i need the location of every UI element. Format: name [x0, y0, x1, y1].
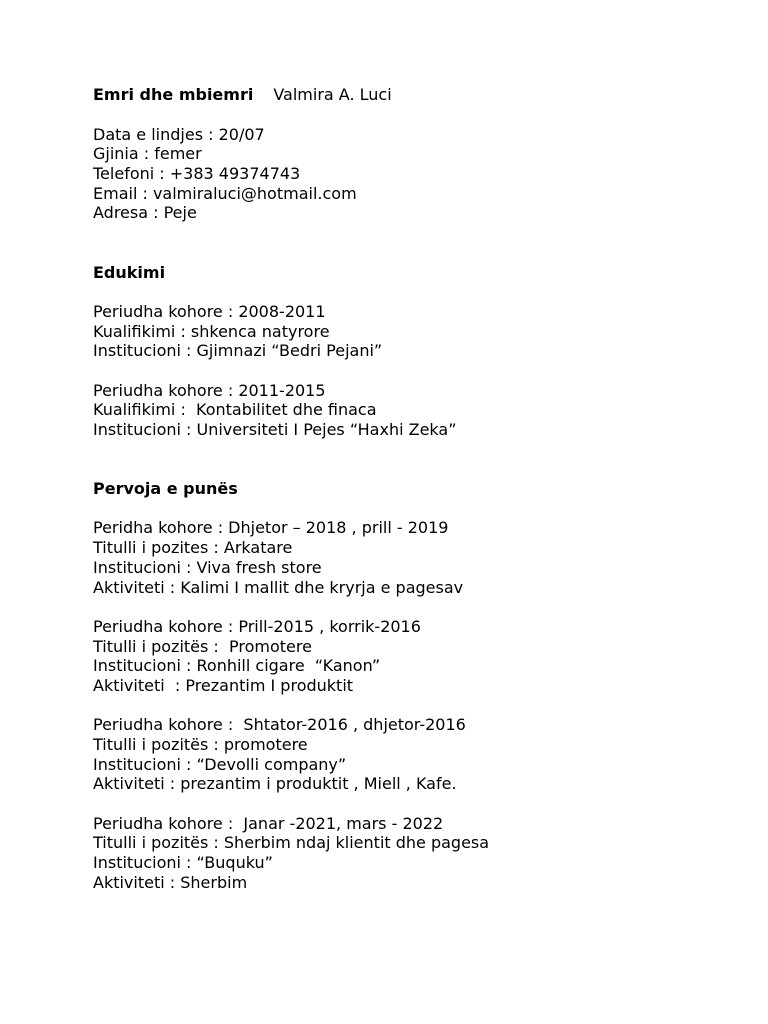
- experience-title: Titulli i pozitës : Promotere: [93, 636, 312, 656]
- email: Email : valmiraluci@hotmail.com: [93, 183, 357, 203]
- education-entry: [93, 302, 733, 361]
- experience-institution: Institucioni : “Buquku”: [93, 853, 273, 873]
- education-qualification: Kualifikimi : shkenca natyrore: [93, 321, 330, 341]
- spacer: [93, 282, 733, 302]
- name-label: Emri dhe mbiemri: [93, 85, 254, 104]
- education-period: Periudha kohore : 2008-2011: [93, 301, 326, 321]
- experience-title: Titulli i pozites : Arkatare: [93, 538, 293, 558]
- spacer: [93, 223, 733, 262]
- spacer: [93, 361, 733, 381]
- experience-activity: Aktiviteti : prezantim i produktit , Miell , Kafe.: [93, 774, 457, 794]
- spacer: [93, 440, 733, 479]
- personal-info: [93, 125, 733, 223]
- gender: Gjinia : femer: [93, 144, 202, 164]
- education-qualification: Kualifikimi : Kontabilitet dhe finaca: [93, 400, 377, 420]
- experience-institution: Institucioni : “Devolli company”: [93, 754, 347, 774]
- birth-date: Data e lindjes : 20/07: [93, 124, 265, 144]
- experience-activity: Aktiviteti : Kalimi I mallit dhe kryrja e pagesav: [93, 577, 464, 597]
- cv-document: [93, 85, 733, 893]
- experience-institution: Institucioni : Ronhill cigare “Kanon”: [93, 656, 381, 676]
- experience-entry: [93, 617, 733, 696]
- experience-entry: [93, 518, 733, 597]
- education-heading: Edukimi: [93, 262, 166, 282]
- experience-heading: Pervoja e punës: [93, 479, 238, 499]
- experience-entry: [93, 814, 733, 893]
- experience-period: Periudha kohore : Janar -2021, mars - 2022: [93, 813, 444, 833]
- experience-title: Titulli i pozitës : Sherbim ndaj klientit dhe pagesa: [93, 833, 490, 853]
- spacer: [93, 696, 733, 716]
- name-row: [93, 85, 733, 105]
- spacer: [93, 794, 733, 814]
- spacer: [93, 597, 733, 617]
- spacer: [93, 499, 733, 519]
- education-institution: Institucioni : Universiteti I Pejes “Haxhi Zeka”: [93, 420, 457, 440]
- experience-period: Peridha kohore : Dhjetor – 2018 , prill - 2019: [93, 518, 449, 538]
- experience-period: Periudha kohore : Prill-2015 , korrik-2016: [93, 616, 421, 636]
- experience-period: Periudha kohore : Shtator-2016 , dhjetor-2016: [93, 715, 466, 735]
- spacer: [93, 105, 733, 125]
- experience-entry: [93, 715, 733, 794]
- education-institution: Institucioni : Gjimnazi “Bedri Pejani”: [93, 341, 383, 361]
- name-value: Valmira A. Luci: [273, 85, 392, 104]
- education-entry: [93, 381, 733, 440]
- experience-activity: Aktiviteti : Prezantim I produktit: [93, 675, 354, 695]
- experience-institution: Institucioni : Viva fresh store: [93, 557, 322, 577]
- experience-title: Titulli i pozitës : promotere: [93, 735, 308, 755]
- experience-activity: Aktiviteti : Sherbim: [93, 872, 248, 892]
- education-period: Periudha kohore : 2011-2015: [93, 380, 326, 400]
- address: Adresa : Peje: [93, 203, 197, 223]
- phone: Telefoni : +383 49374743: [93, 164, 301, 184]
